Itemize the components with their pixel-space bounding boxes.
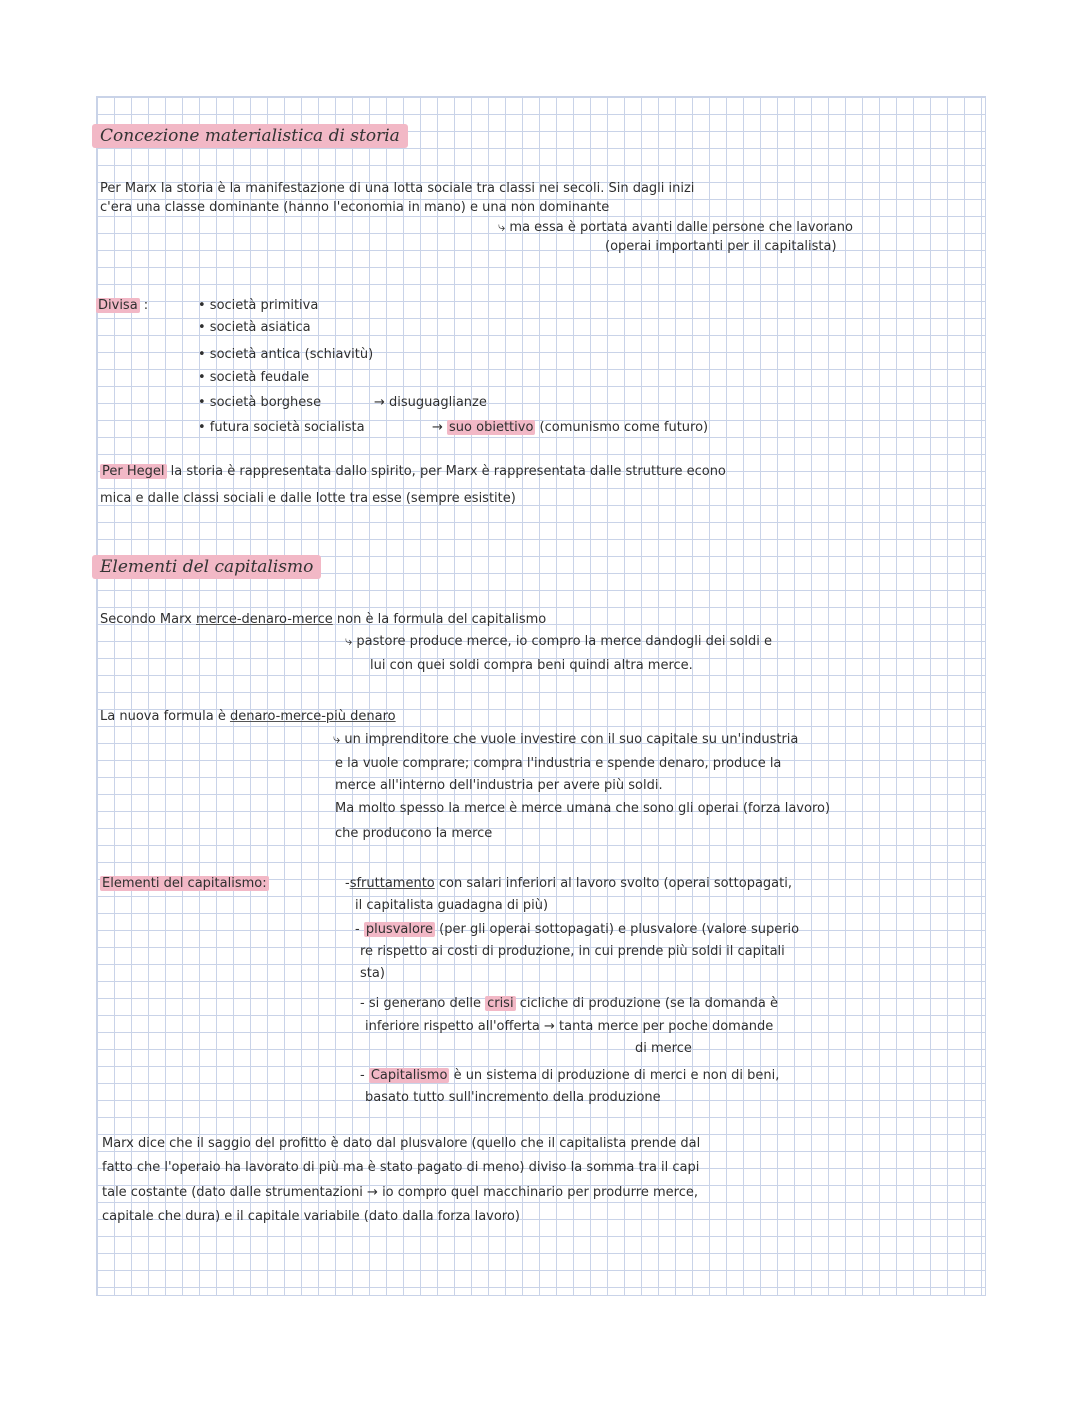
elements-label: Elementi del capitalismo: [102, 876, 267, 891]
hegel-line: mica e dalle classi sociali e dalle lotte tra esse (sempre esistite) [100, 491, 516, 506]
element-item: re rispetto ai costi di produzione, in cui prende più soldi il capitali [360, 944, 785, 959]
formula-explanation: merce all'interno dell'industria per avere più soldi. [335, 778, 663, 793]
list-item: • società antica (schiavitù) [198, 347, 374, 362]
element-item: - Capitalismo è un sistema di produzione di merci e non di beni, [360, 1068, 780, 1083]
paragraph-line: (operai importanti per il capitalista) [605, 239, 837, 254]
final-paragraph-line: Marx dice che il saggio del profitto è dato dal plusvalore (quello che il capitalista prende dal [102, 1136, 701, 1151]
paragraph-line: Per Marx la storia è la manifestazione di una lotta sociale tra classi nei secoli. Sin dagli inizi [100, 181, 695, 196]
arrow-note: → disuguaglianze [374, 395, 487, 410]
paragraph-line: ⤷ ma essa è portata avanti dalle persone che lavorano [498, 220, 853, 235]
final-paragraph-line: capitale che dura) e il capitale variabile (dato dalla forza lavoro) [102, 1209, 520, 1224]
list-item: • società feudale [198, 370, 310, 385]
paragraph-line: c'era una classe dominante (hanno l'economia in mano) e una non dominante [100, 200, 610, 215]
formula-explanation: e la vuole comprare; compra l'industria e spende denaro, produce la [335, 756, 782, 771]
list-item: • futura società socialista [198, 420, 365, 435]
formula-explanation: lui con quei soldi compra beni quindi altra merce. [370, 658, 693, 673]
list-item: • società primitiva [198, 298, 319, 313]
formula-line: Secondo Marx merce-denaro-merce non è la formula del capitalismo [100, 612, 547, 627]
formula-line: La nuova formula è denaro-merce-più denaro [100, 709, 396, 724]
hegel-line: Per Hegel la storia è rappresentata dallo spirito, per Marx è rappresentata dalle strutture econo [102, 464, 726, 479]
element-item: basato tutto sull'incremento della produzione [365, 1090, 661, 1105]
section-title-materialist-history: Concezione materialistica di storia [92, 124, 408, 148]
section-title-capitalism: Elementi del capitalismo [92, 555, 321, 579]
element-item: sta) [360, 966, 385, 981]
final-paragraph-line: tale costante (dato dalle strumentazioni → io compro quel macchinario per produrre merce, [102, 1185, 698, 1200]
element-item: il capitalista guadagna di più) [355, 898, 549, 913]
list-item: • società asiatica [198, 320, 311, 335]
element-item: di merce [635, 1041, 692, 1056]
formula-explanation: Ma molto spesso la merce è merce umana che sono gli operai (forza lavoro) [335, 801, 831, 816]
element-item: - si generano delle crisi cicliche di produzione (se la domanda è [360, 996, 778, 1011]
element-item: inferiore rispetto all'offerta → tanta merce per poche domande [365, 1019, 774, 1034]
final-paragraph-line: fatto che l'operaio ha lavorato di più ma è stato pagato di meno) diviso la somma tra il capi [102, 1160, 700, 1175]
formula-explanation: che producono la merce [335, 826, 493, 841]
arrow-note: → suo obiettivo (comunismo come futuro) [432, 420, 709, 435]
formula-explanation: ⤷ pastore produce merce, io compro la merce dandogli dei soldi e [345, 634, 772, 649]
element-item: - plusvalore (per gli operai sottopagati) e plusvalore (valore superio [355, 922, 800, 937]
element-item: -sfruttamento con salari inferiori al lavoro svolto (operai sottopagati, [345, 876, 792, 891]
formula-explanation: ⤷ un imprenditore che vuole investire con il suo capitale su un'industria [333, 732, 799, 747]
list-item: • società borghese [198, 395, 322, 410]
divisa-label: Divisa : [98, 298, 149, 313]
grid-paper [96, 96, 986, 1296]
